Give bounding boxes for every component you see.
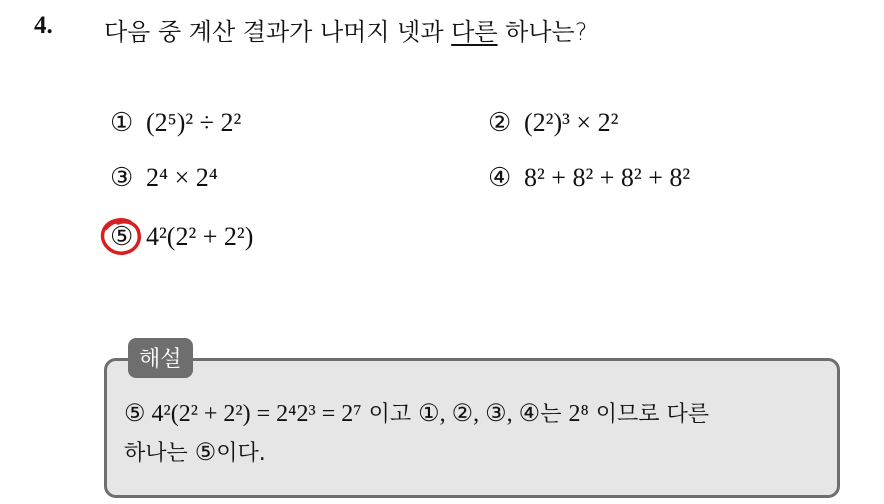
- choice-1[interactable]: [110, 108, 241, 138]
- choice-4[interactable]: [488, 163, 690, 193]
- choice-5-expr: 4²(2² + 2²): [146, 222, 254, 251]
- choice-1-mark: ①: [110, 108, 134, 137]
- solution-text: [124, 395, 834, 473]
- solution-refs: ①, ②, ③, ④: [418, 401, 541, 427]
- choice-4-expr: 8² + 8² + 8² + 8²: [524, 163, 691, 192]
- choice-3-expr: 2⁴ × 2⁴: [146, 163, 218, 192]
- question-text-after: 하나는?: [497, 18, 588, 46]
- choice-5-mark: ⑤: [110, 222, 134, 251]
- choice-2-expr: (2²)³ × 2²: [524, 108, 619, 137]
- solution-line-1: [124, 395, 834, 434]
- solution-korean-1: 이고: [361, 402, 419, 427]
- solution-korean-2: 는: [540, 402, 569, 427]
- choice-2[interactable]: [488, 108, 618, 138]
- solution-expression: 4²(2² + 2²) = 2⁴2³ = 2⁷: [151, 401, 362, 427]
- choice-3[interactable]: [110, 163, 218, 193]
- solution-mark: ⑤: [124, 401, 146, 427]
- solution-korean-4: 하나는: [124, 441, 195, 466]
- question-number: 4.: [34, 12, 53, 39]
- choice-1-expr: (2⁵)² ÷ 2²: [146, 108, 242, 137]
- choice-2-mark: ②: [488, 108, 512, 137]
- choice-3-mark: ③: [110, 163, 134, 192]
- solution-line-2: [124, 434, 834, 473]
- solution-korean-5: 이다.: [216, 441, 266, 466]
- solution-answer-mark: ⑤: [194, 440, 217, 466]
- question-text-before: 다음 중 계산 결과가 나머지 넷과: [104, 18, 452, 46]
- solution-korean-3: 이므로 다른: [588, 402, 710, 427]
- choice-4-mark: ④: [488, 163, 512, 192]
- answer-circle-mark: [100, 217, 144, 257]
- question-text-underlined: 다른: [451, 18, 498, 46]
- solution-label: 해설: [128, 338, 193, 378]
- solution-power: 2⁸: [568, 401, 589, 427]
- question-text: [104, 12, 587, 47]
